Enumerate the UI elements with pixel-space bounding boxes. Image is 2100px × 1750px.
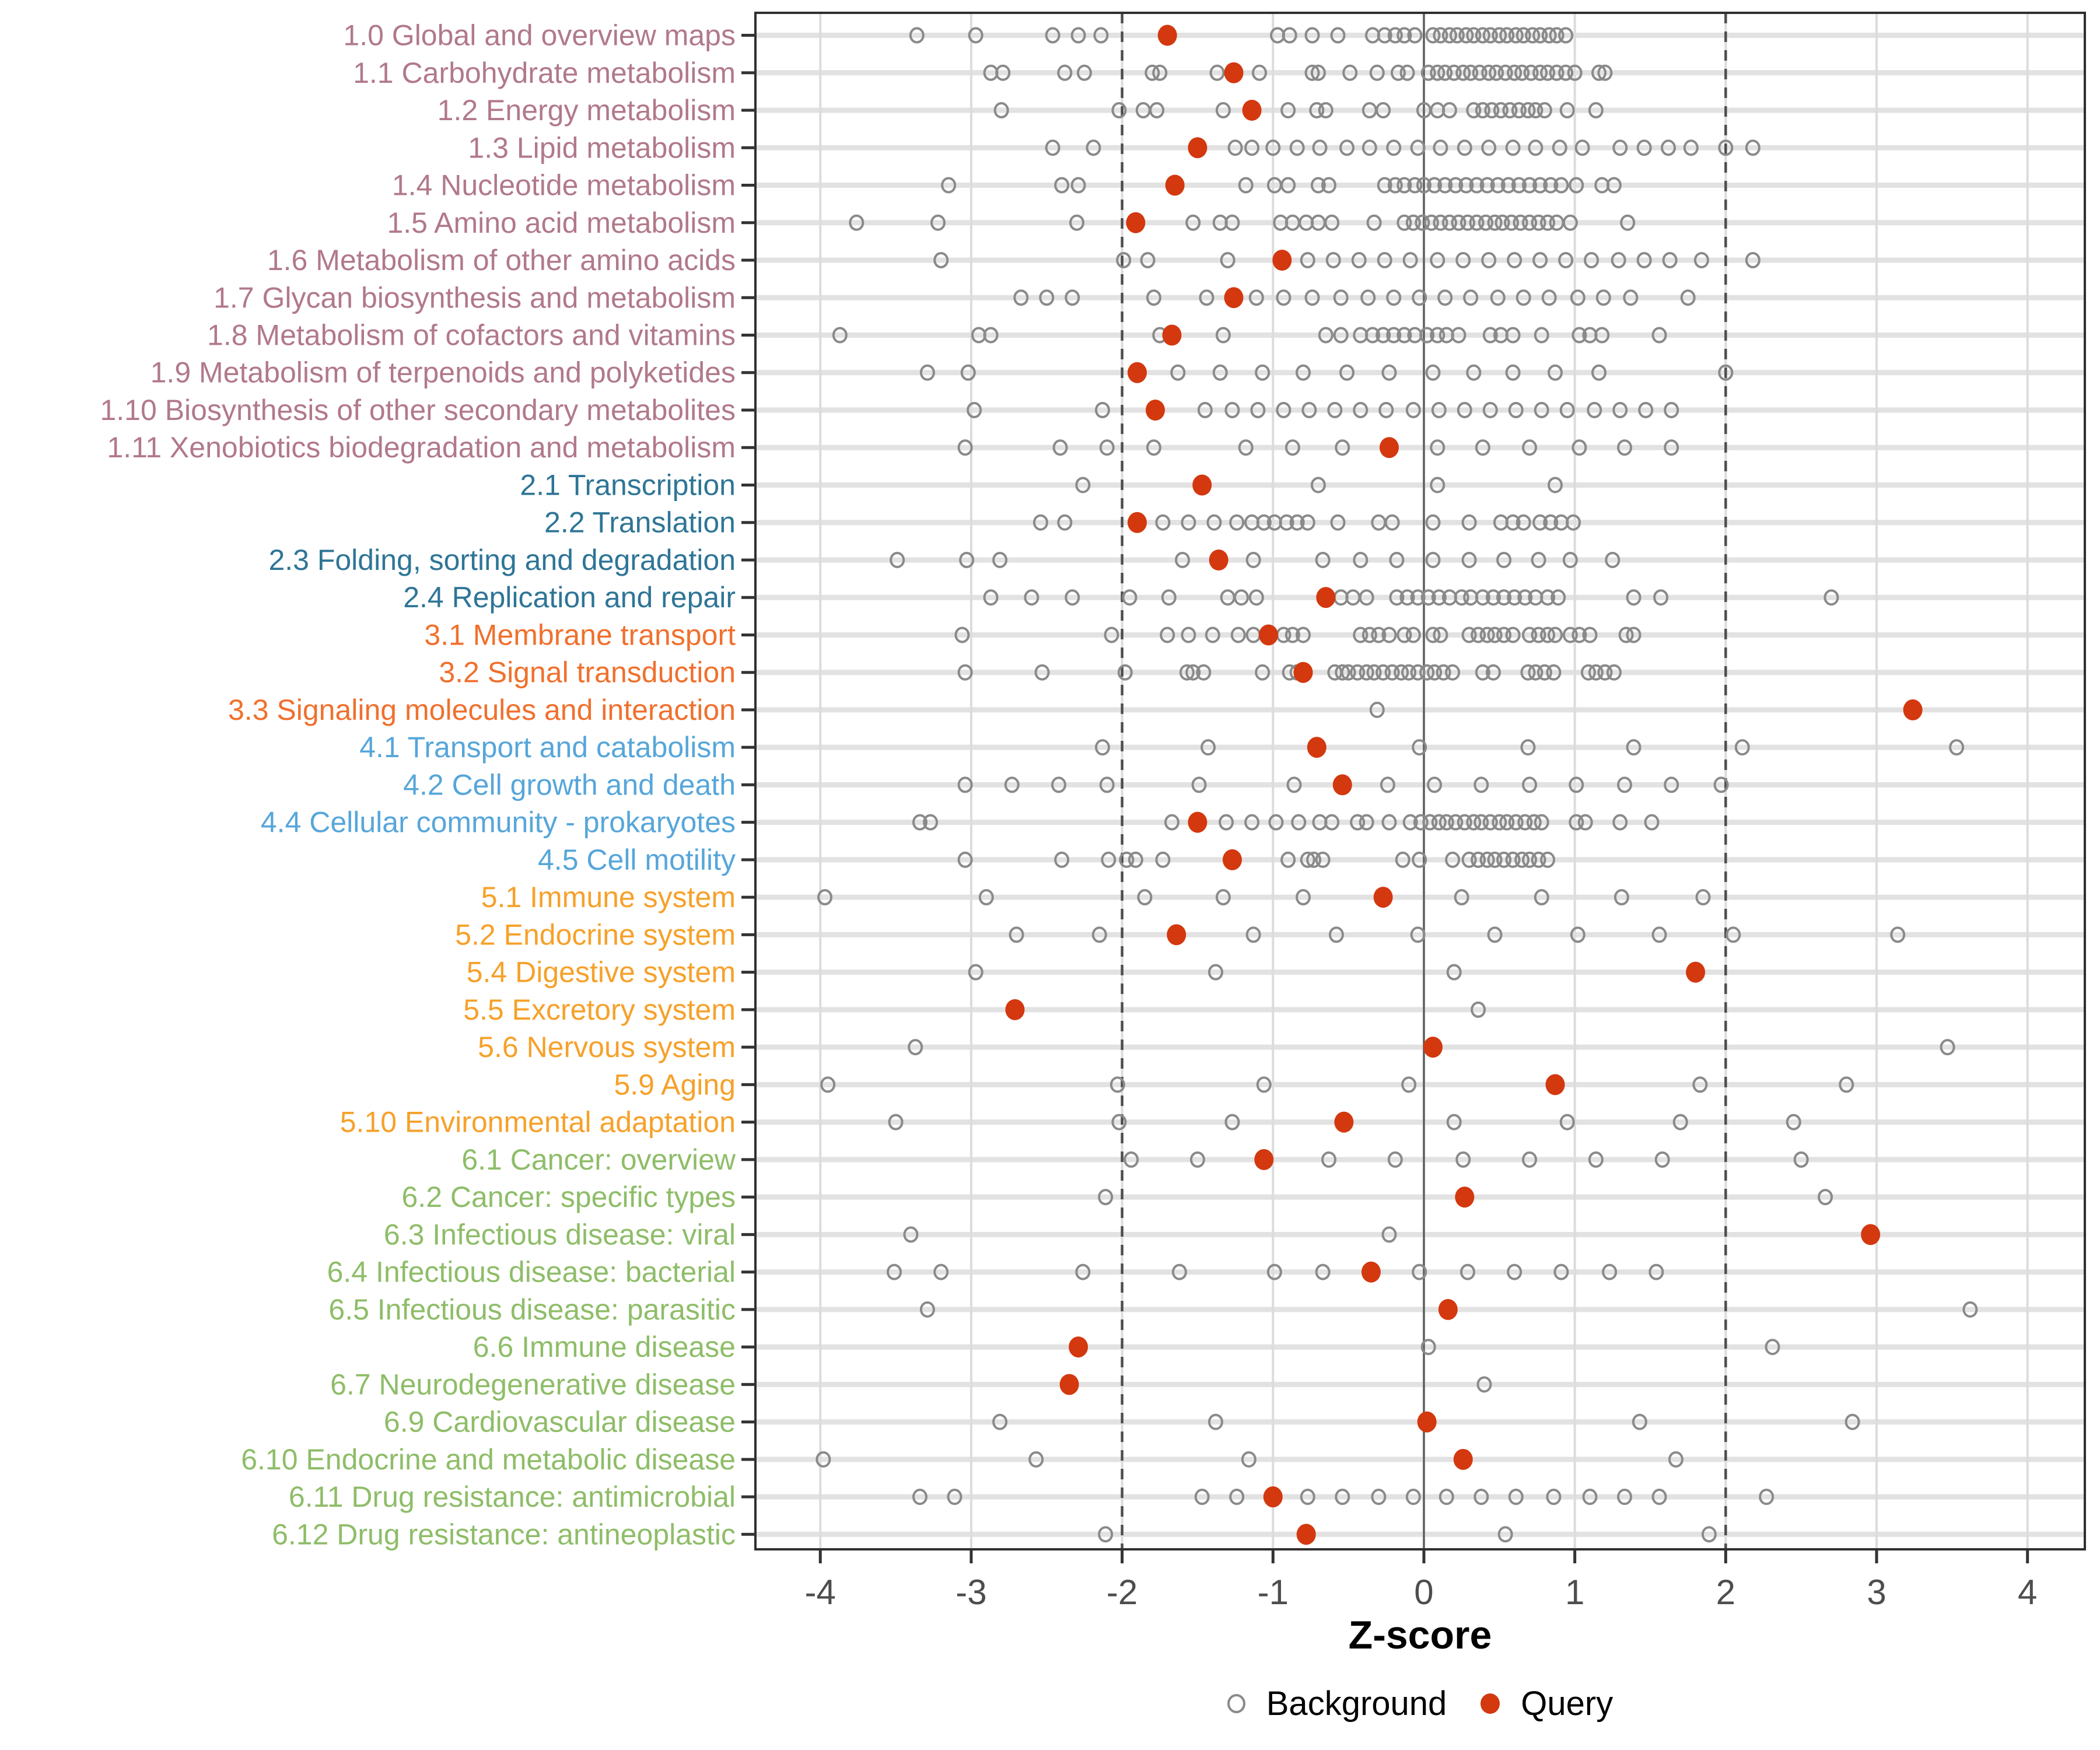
query-point xyxy=(1069,1336,1088,1357)
query-point xyxy=(1455,1186,1474,1208)
query-point xyxy=(1272,250,1292,271)
query-point xyxy=(1418,1412,1437,1433)
query-point xyxy=(1264,1486,1283,1507)
query-point xyxy=(1162,324,1181,345)
y-axis-label: 5.10 Environmental adaptation xyxy=(340,1105,736,1139)
x-tick-label: 1 xyxy=(1564,1573,1585,1612)
x-tick-label: 0 xyxy=(1414,1573,1434,1612)
x-tick-label: -2 xyxy=(1106,1573,1138,1612)
background-point-icon xyxy=(1227,1694,1245,1713)
query-point xyxy=(1242,100,1262,121)
query-point xyxy=(1333,774,1352,795)
legend-item-query xyxy=(1480,1684,1613,1723)
query-point xyxy=(1307,737,1326,758)
y-axis-label: 6.2 Cancer: specific types xyxy=(401,1181,736,1214)
y-axis-label: 1.2 Energy metabolism xyxy=(437,94,736,127)
y-axis-label: 6.7 Neurodegenerative disease xyxy=(330,1368,736,1401)
x-tick-label: -4 xyxy=(804,1573,836,1612)
y-axis-label: 5.4 Digestive system xyxy=(466,956,736,989)
y-axis-label: 6.12 Drug resistance: antineoplastic xyxy=(272,1518,736,1551)
query-point xyxy=(1423,1037,1443,1058)
y-axis-label: 1.11 Xenobiotics biodegradation and metabolism xyxy=(107,431,736,464)
y-axis-label: 5.9 Aging xyxy=(614,1068,736,1101)
y-axis-label: 1.1 Carbohydrate metabolism xyxy=(353,56,736,89)
query-point xyxy=(1188,812,1207,833)
query-point xyxy=(1126,212,1145,233)
y-axis-label: 4.1 Transport and catabolism xyxy=(359,731,736,764)
y-axis-label: 2.3 Folding, sorting and degradation xyxy=(268,543,736,576)
y-axis-label: 1.10 Biosynthesis of other secondary metabolites xyxy=(100,393,736,426)
y-axis-label: 1.7 Glycan biosynthesis and metabolism xyxy=(214,281,736,314)
y-axis-label: 4.5 Cell motility xyxy=(538,843,736,876)
query-point xyxy=(1380,437,1399,458)
y-axis-label: 6.11 Drug resistance: antimicrobial xyxy=(288,1480,736,1514)
x-tick-label: -1 xyxy=(1257,1573,1289,1612)
y-axis-label: 3.1 Membrane transport xyxy=(424,618,736,652)
query-point xyxy=(1686,962,1705,983)
y-axis-label: 5.6 Nervous system xyxy=(478,1031,736,1064)
query-point xyxy=(1209,550,1228,570)
query-point xyxy=(1362,1262,1381,1283)
query-point xyxy=(1903,699,1923,720)
y-axis-label: 1.4 Nucleotide metabolism xyxy=(391,169,736,202)
query-point xyxy=(1128,362,1147,383)
y-axis-label: 3.3 Signaling molecules and interaction xyxy=(228,693,736,726)
y-axis-label: 5.1 Immune system xyxy=(481,881,736,914)
legend-item-background xyxy=(1227,1684,1447,1723)
legend-label-background: Background xyxy=(1266,1684,1447,1723)
query-point xyxy=(1128,512,1147,533)
y-axis-label: 1.8 Metabolism of cofactors and vitamins xyxy=(207,318,736,352)
y-axis-label: 1.0 Global and overview maps xyxy=(343,19,736,52)
query-point xyxy=(1316,587,1335,608)
y-axis-label: 1.5 Amino acid metabolism xyxy=(387,206,736,239)
y-axis-label: 3.2 Signal transduction xyxy=(439,656,736,689)
y-axis-label: 1.3 Lipid metabolism xyxy=(468,131,736,164)
query-point-icon xyxy=(1480,1693,1500,1714)
y-axis-label: 4.4 Cellular community - prokaryotes xyxy=(260,806,736,839)
query-point xyxy=(1254,1149,1273,1170)
y-axis-label: 2.2 Translation xyxy=(544,506,736,539)
query-point xyxy=(1223,849,1242,870)
y-axis-label: 6.1 Cancer: overview xyxy=(461,1143,736,1176)
y-axis-label: 5.2 Endocrine system xyxy=(455,918,736,951)
query-point xyxy=(1167,924,1186,945)
query-point xyxy=(1334,1112,1353,1133)
query-point xyxy=(1060,1374,1079,1395)
query-point xyxy=(1166,175,1185,196)
query-point xyxy=(1259,624,1278,645)
query-point xyxy=(1224,287,1244,308)
y-axis-label: 2.4 Replication and repair xyxy=(403,581,736,614)
query-point xyxy=(1374,887,1393,908)
query-point xyxy=(1294,662,1313,683)
query-point xyxy=(1438,1299,1458,1320)
query-point xyxy=(1454,1449,1473,1470)
y-axis-label: 1.6 Metabolism of other amino acids xyxy=(267,244,736,277)
y-axis-label: 6.5 Infectious disease: parasitic xyxy=(328,1293,736,1326)
y-axis-label: 1.9 Metabolism of terpenoids and polyketides xyxy=(150,356,736,389)
query-point xyxy=(1146,400,1165,421)
query-point xyxy=(1224,62,1244,83)
query-point xyxy=(1297,1524,1316,1545)
y-axis-label: 5.5 Excretory system xyxy=(463,993,736,1026)
y-axis-label: 4.2 Cell growth and death xyxy=(403,768,736,802)
legend-label-query: Query xyxy=(1521,1684,1614,1723)
y-axis-label: 2.1 Transcription xyxy=(520,468,736,502)
x-tick-label: -3 xyxy=(956,1573,987,1612)
query-point xyxy=(1861,1224,1880,1245)
x-tick-label: 3 xyxy=(1867,1573,1887,1612)
y-axis-label: 6.6 Immune disease xyxy=(473,1331,736,1364)
query-point xyxy=(1158,25,1177,46)
query-point xyxy=(1192,474,1212,495)
query-point xyxy=(1188,137,1207,158)
y-axis-label: 6.3 Infectious disease: viral xyxy=(383,1218,736,1251)
y-axis-label: 6.9 Cardiovascular disease xyxy=(383,1405,736,1438)
query-point xyxy=(1005,999,1024,1020)
y-axis-label: 6.10 Endocrine and metabolic disease xyxy=(241,1443,736,1476)
legend xyxy=(755,1679,2085,1728)
x-axis-title: Z-score xyxy=(1348,1613,1492,1657)
x-tick-label: 2 xyxy=(1716,1573,1736,1612)
y-axis-label: 6.4 Infectious disease: bacterial xyxy=(327,1255,736,1289)
x-tick-label: 4 xyxy=(2018,1573,2038,1612)
query-point xyxy=(1546,1074,1565,1095)
